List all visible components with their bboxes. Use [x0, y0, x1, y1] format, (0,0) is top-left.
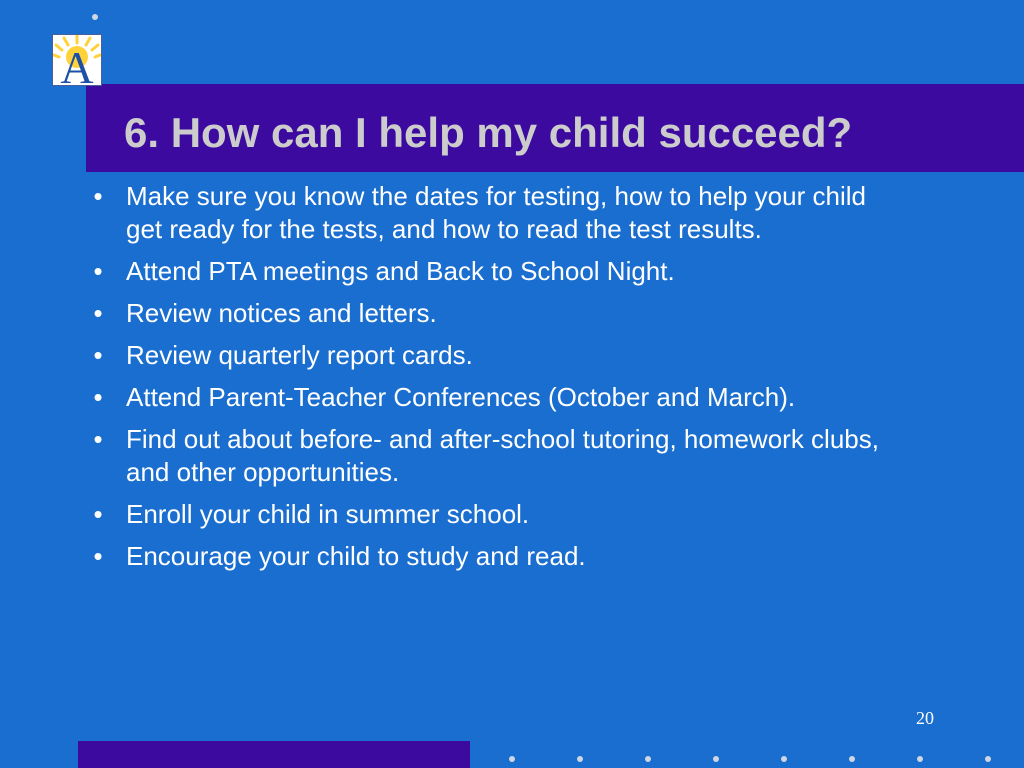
decorative-dot-bottom — [985, 756, 991, 762]
decorative-dot-top — [92, 14, 98, 20]
decorative-dot-bottom — [781, 756, 787, 762]
bullet-text: Attend PTA meetings and Back to School Night. — [126, 256, 675, 286]
slide-title: 6. How can I help my child succeed? — [124, 109, 853, 156]
bullet-text: Review quarterly report cards. — [126, 340, 473, 370]
bullet-item — [86, 297, 886, 330]
bullet-text: Encourage your child to study and read. — [126, 541, 586, 571]
decorative-dot-bottom — [917, 756, 923, 762]
bullet-mark: • — [93, 340, 103, 370]
bottom-band — [78, 741, 470, 768]
bullet-text: Find out about before- and after-school tutoring, homework clubs, and other opportunities. — [126, 424, 879, 487]
bullet-mark: • — [93, 298, 103, 328]
bullet-item — [86, 498, 886, 531]
bullet-text: Make sure you know the dates for testing, how to help your child get ready for the tests, and how to read the test results. — [126, 181, 866, 244]
bullet-text: Attend Parent-Teacher Conferences (October and March). — [126, 382, 796, 412]
bullet-mark: • — [93, 181, 103, 211]
school-logo — [52, 34, 102, 86]
school-logo-sunburst-icon — [53, 35, 101, 85]
decorative-dot-bottom — [849, 756, 855, 762]
decorative-dot-bottom — [577, 756, 583, 762]
bullet-item — [86, 423, 886, 489]
bullet-item — [86, 540, 886, 573]
decorative-dot-bottom — [645, 756, 651, 762]
school-logo-letter: A — [60, 42, 94, 85]
bullet-mark: • — [93, 382, 103, 412]
bullet-mark: • — [93, 424, 103, 454]
bullet-list — [86, 180, 886, 582]
bullet-mark: • — [93, 499, 103, 529]
bullet-item — [86, 381, 886, 414]
bullet-text: Enroll your child in summer school. — [126, 499, 530, 529]
bullet-mark: • — [93, 541, 103, 571]
page-number: 20 — [916, 708, 934, 728]
bullet-item — [86, 339, 886, 372]
bullet-item — [86, 255, 886, 288]
decorative-dot-bottom — [713, 756, 719, 762]
decorative-dot-bottom — [509, 756, 515, 762]
bullet-mark: • — [93, 256, 103, 286]
bullet-item — [86, 180, 886, 246]
bullet-text: Review notices and letters. — [126, 298, 437, 328]
